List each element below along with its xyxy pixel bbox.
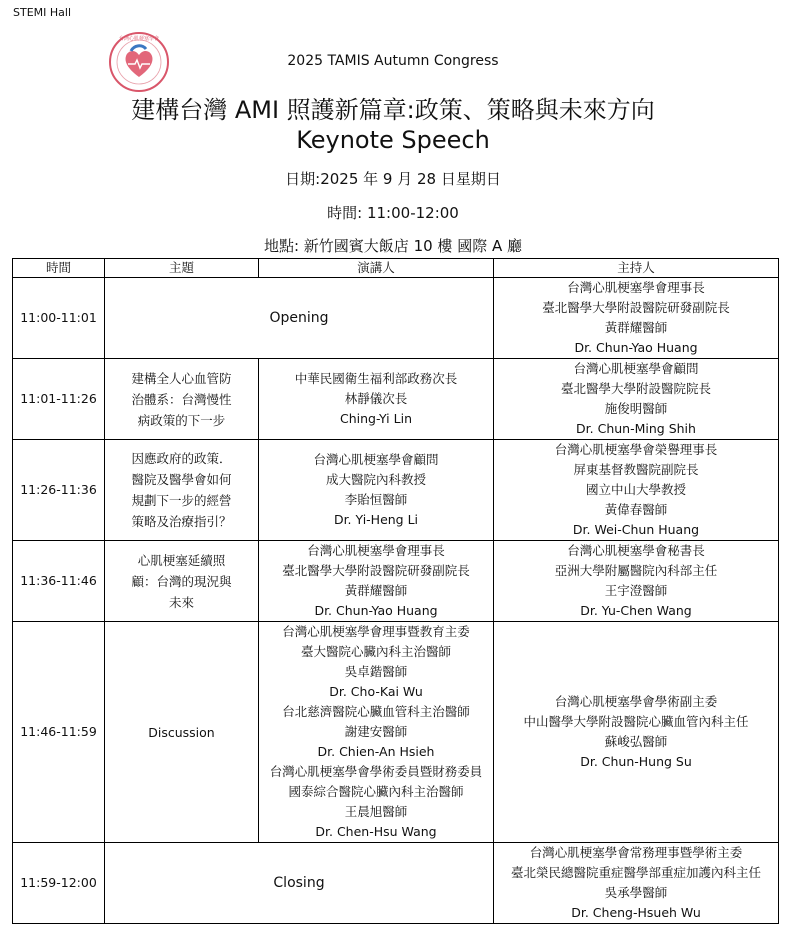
congress-name: 2025 TAMIS Autumn Congress <box>287 53 499 69</box>
session-topic <box>105 440 259 541</box>
session-title: Opening <box>105 278 494 359</box>
session-topic-line: 規劃下一步的經營 <box>131 493 232 508</box>
header-moderator: 主持人 <box>494 259 779 278</box>
moderator-info <box>494 622 779 843</box>
table-row <box>13 440 779 541</box>
session-topic-line: 病政策的下一步 <box>137 412 226 428</box>
table-row <box>13 278 779 359</box>
moderator-info-line: 臺北醫學大學附設醫院研發副院長 <box>542 300 730 315</box>
moderator-info-line: Dr. Chun-Hung Su <box>580 754 692 769</box>
moderator-info-line: 吳承學醫師 <box>604 885 668 900</box>
moderator-info-line: 台灣心肌梗塞學會常務理事暨學術主委 <box>529 845 743 860</box>
moderator-info <box>494 843 779 924</box>
header-topic: 主題 <box>105 259 259 278</box>
moderator-info-line: 施俊明醫師 <box>604 401 668 416</box>
speaker-info-line: 臺北醫學大學附設醫院研發副院長 <box>282 563 470 578</box>
moderator-info-line: 台灣心肌梗塞學會顧問 <box>573 361 699 376</box>
moderator-info-line: 王宇澄醫師 <box>604 583 668 598</box>
moderator-info-line: Dr. Wei-Chun Huang <box>572 522 700 537</box>
event-date: 日期:2025 年 9 月 28 日星期日 <box>285 170 501 188</box>
moderator-info-line: 國立中山大學教授 <box>585 482 686 497</box>
session-topic-line: Discussion <box>148 724 215 740</box>
session-topic-line: 治體系：台灣慢性 <box>131 391 232 407</box>
session-time: 11:46-11:59 <box>13 622 105 843</box>
speaker-info <box>259 622 494 843</box>
moderator-info-line: 臺北醫學大學附設醫院院長 <box>560 381 711 396</box>
speaker-info-line: Dr. Yi-Heng Li <box>333 512 419 527</box>
session-topic-line: 顧：台灣的現況與 <box>131 573 232 589</box>
moderator-info-line: 屏東基督教醫院副院長 <box>573 462 699 477</box>
speaker-info-line: 國泰綜合醫院心臟內科主治醫師 <box>288 784 464 799</box>
speaker-info-line: 成大醫院內科教授 <box>325 472 426 487</box>
session-title: Closing <box>105 843 494 924</box>
speaker-info-line: Dr. Cho-Kai Wu <box>329 684 423 699</box>
speaker-info-line: 吳卓鍇醫師 <box>344 664 408 679</box>
event-venue: 地點: 新竹國賓大飯店 10 樓 國際 A 廳 <box>263 237 522 255</box>
moderator-info-line: 黃偉春醫師 <box>604 502 668 517</box>
session-topic-line: 因應政府的政策． <box>131 451 232 466</box>
session-topic-line: 策略及治療指引？ <box>131 514 232 529</box>
moderator-info-line: Dr. Chun-Ming Shih <box>576 421 696 436</box>
moderator-info-line: 台灣心肌梗塞學會理事長 <box>567 280 705 295</box>
table-row <box>13 622 779 843</box>
hall-label: STEMI Hall <box>13 6 72 19</box>
speaker-info-line: 臺大醫院心臟內科主治醫師 <box>300 644 451 659</box>
moderator-info <box>494 440 779 541</box>
speaker-info-line: 林靜儀次長 <box>344 391 408 406</box>
speaker-info-line: 中華民國衛生福利部政務次長 <box>294 371 458 386</box>
session-topic <box>105 541 259 622</box>
speaker-info-line: 謝建安醫師 <box>344 724 408 739</box>
moderator-info-line: 中山醫學大學附設醫院心臟血管內科主任 <box>523 714 749 729</box>
page-title: 建構台灣 AMI 照護新篇章:政策、策略與未來方向 <box>131 96 655 124</box>
schedule-table <box>12 258 779 924</box>
speaker-info-line: 黃群耀醫師 <box>344 583 408 598</box>
moderator-info <box>494 541 779 622</box>
session-topic-line: 建構全人心血管防 <box>131 370 232 386</box>
speaker-info-line: Dr. Chen-Hsu Wang <box>315 824 437 839</box>
speaker-info-line: 台灣心肌梗塞學會理事長 <box>307 543 445 558</box>
session-time: 11:00-11:01 <box>13 278 105 359</box>
speaker-info-line: 台灣心肌梗塞學會顧問 <box>313 452 439 467</box>
moderator-info-line: Dr. Cheng-Hsueh Wu <box>571 905 701 920</box>
moderator-info <box>494 278 779 359</box>
session-topic <box>105 359 259 440</box>
moderator-info-line: 臺北榮民總醫院重症醫學部重症加護內科主任 <box>510 865 761 880</box>
header-time: 時間 <box>13 259 105 278</box>
speaker-info-line: 李貽恒醫師 <box>344 492 408 507</box>
speaker-info <box>259 541 494 622</box>
speaker-info-line: Ching-Yi Lin <box>339 411 412 426</box>
session-topic-line: 醫院及醫學會如何 <box>131 472 232 487</box>
event-time: 時間: 11:00-12:00 <box>327 204 459 222</box>
session-time: 11:26-11:36 <box>13 440 105 541</box>
session-time: 11:59-12:00 <box>13 843 105 924</box>
logo-text: 台灣心肌梗塞學會 <box>118 36 160 42</box>
speaker-info-line: Dr. Chun-Yao Huang <box>314 603 438 618</box>
speaker-info-line: 王晨旭醫師 <box>344 804 408 819</box>
session-topic-line: 心肌梗塞延續照 <box>137 552 226 568</box>
header-speaker: 演講人 <box>259 259 494 278</box>
moderator-info-line: 台灣心肌梗塞學會榮譽理事長 <box>554 442 718 457</box>
moderator-info-line: 亞洲大學附屬醫院內科部主任 <box>554 563 718 578</box>
moderator-info-line: Dr. Chun-Yao Huang <box>574 340 698 355</box>
moderator-info-line: 蘇峻弘醫師 <box>604 734 668 749</box>
moderator-info-line: 台灣心肌梗塞學會學術副主委 <box>554 694 718 709</box>
moderator-info-line: 台灣心肌梗塞學會秘書長 <box>567 543 705 558</box>
moderator-info-line: Dr. Yu-Chen Wang <box>580 603 692 618</box>
speaker-info-line: 台灣心肌梗塞學會理事暨教育主委 <box>282 624 470 639</box>
session-time: 11:01-11:26 <box>13 359 105 440</box>
page-subtitle: Keynote Speech <box>296 126 490 154</box>
table-row <box>13 359 779 440</box>
speaker-info-line: Dr. Chien-An Hsieh <box>317 744 435 759</box>
speaker-info <box>259 440 494 541</box>
speaker-info-line: 台北慈濟醫院心臟血管科主治醫師 <box>282 704 470 719</box>
moderator-info <box>494 359 779 440</box>
session-time: 11:36-11:46 <box>13 541 105 622</box>
table-row <box>13 541 779 622</box>
speaker-info <box>259 359 494 440</box>
session-topic <box>105 622 259 843</box>
moderator-info-line: 黃群耀醫師 <box>604 320 668 335</box>
session-topic-line: 未來 <box>168 594 194 610</box>
table-row <box>13 843 779 924</box>
speaker-info-line: 台灣心肌梗塞學會學術委員暨財務委員 <box>269 764 483 779</box>
table-header-row <box>13 259 779 278</box>
